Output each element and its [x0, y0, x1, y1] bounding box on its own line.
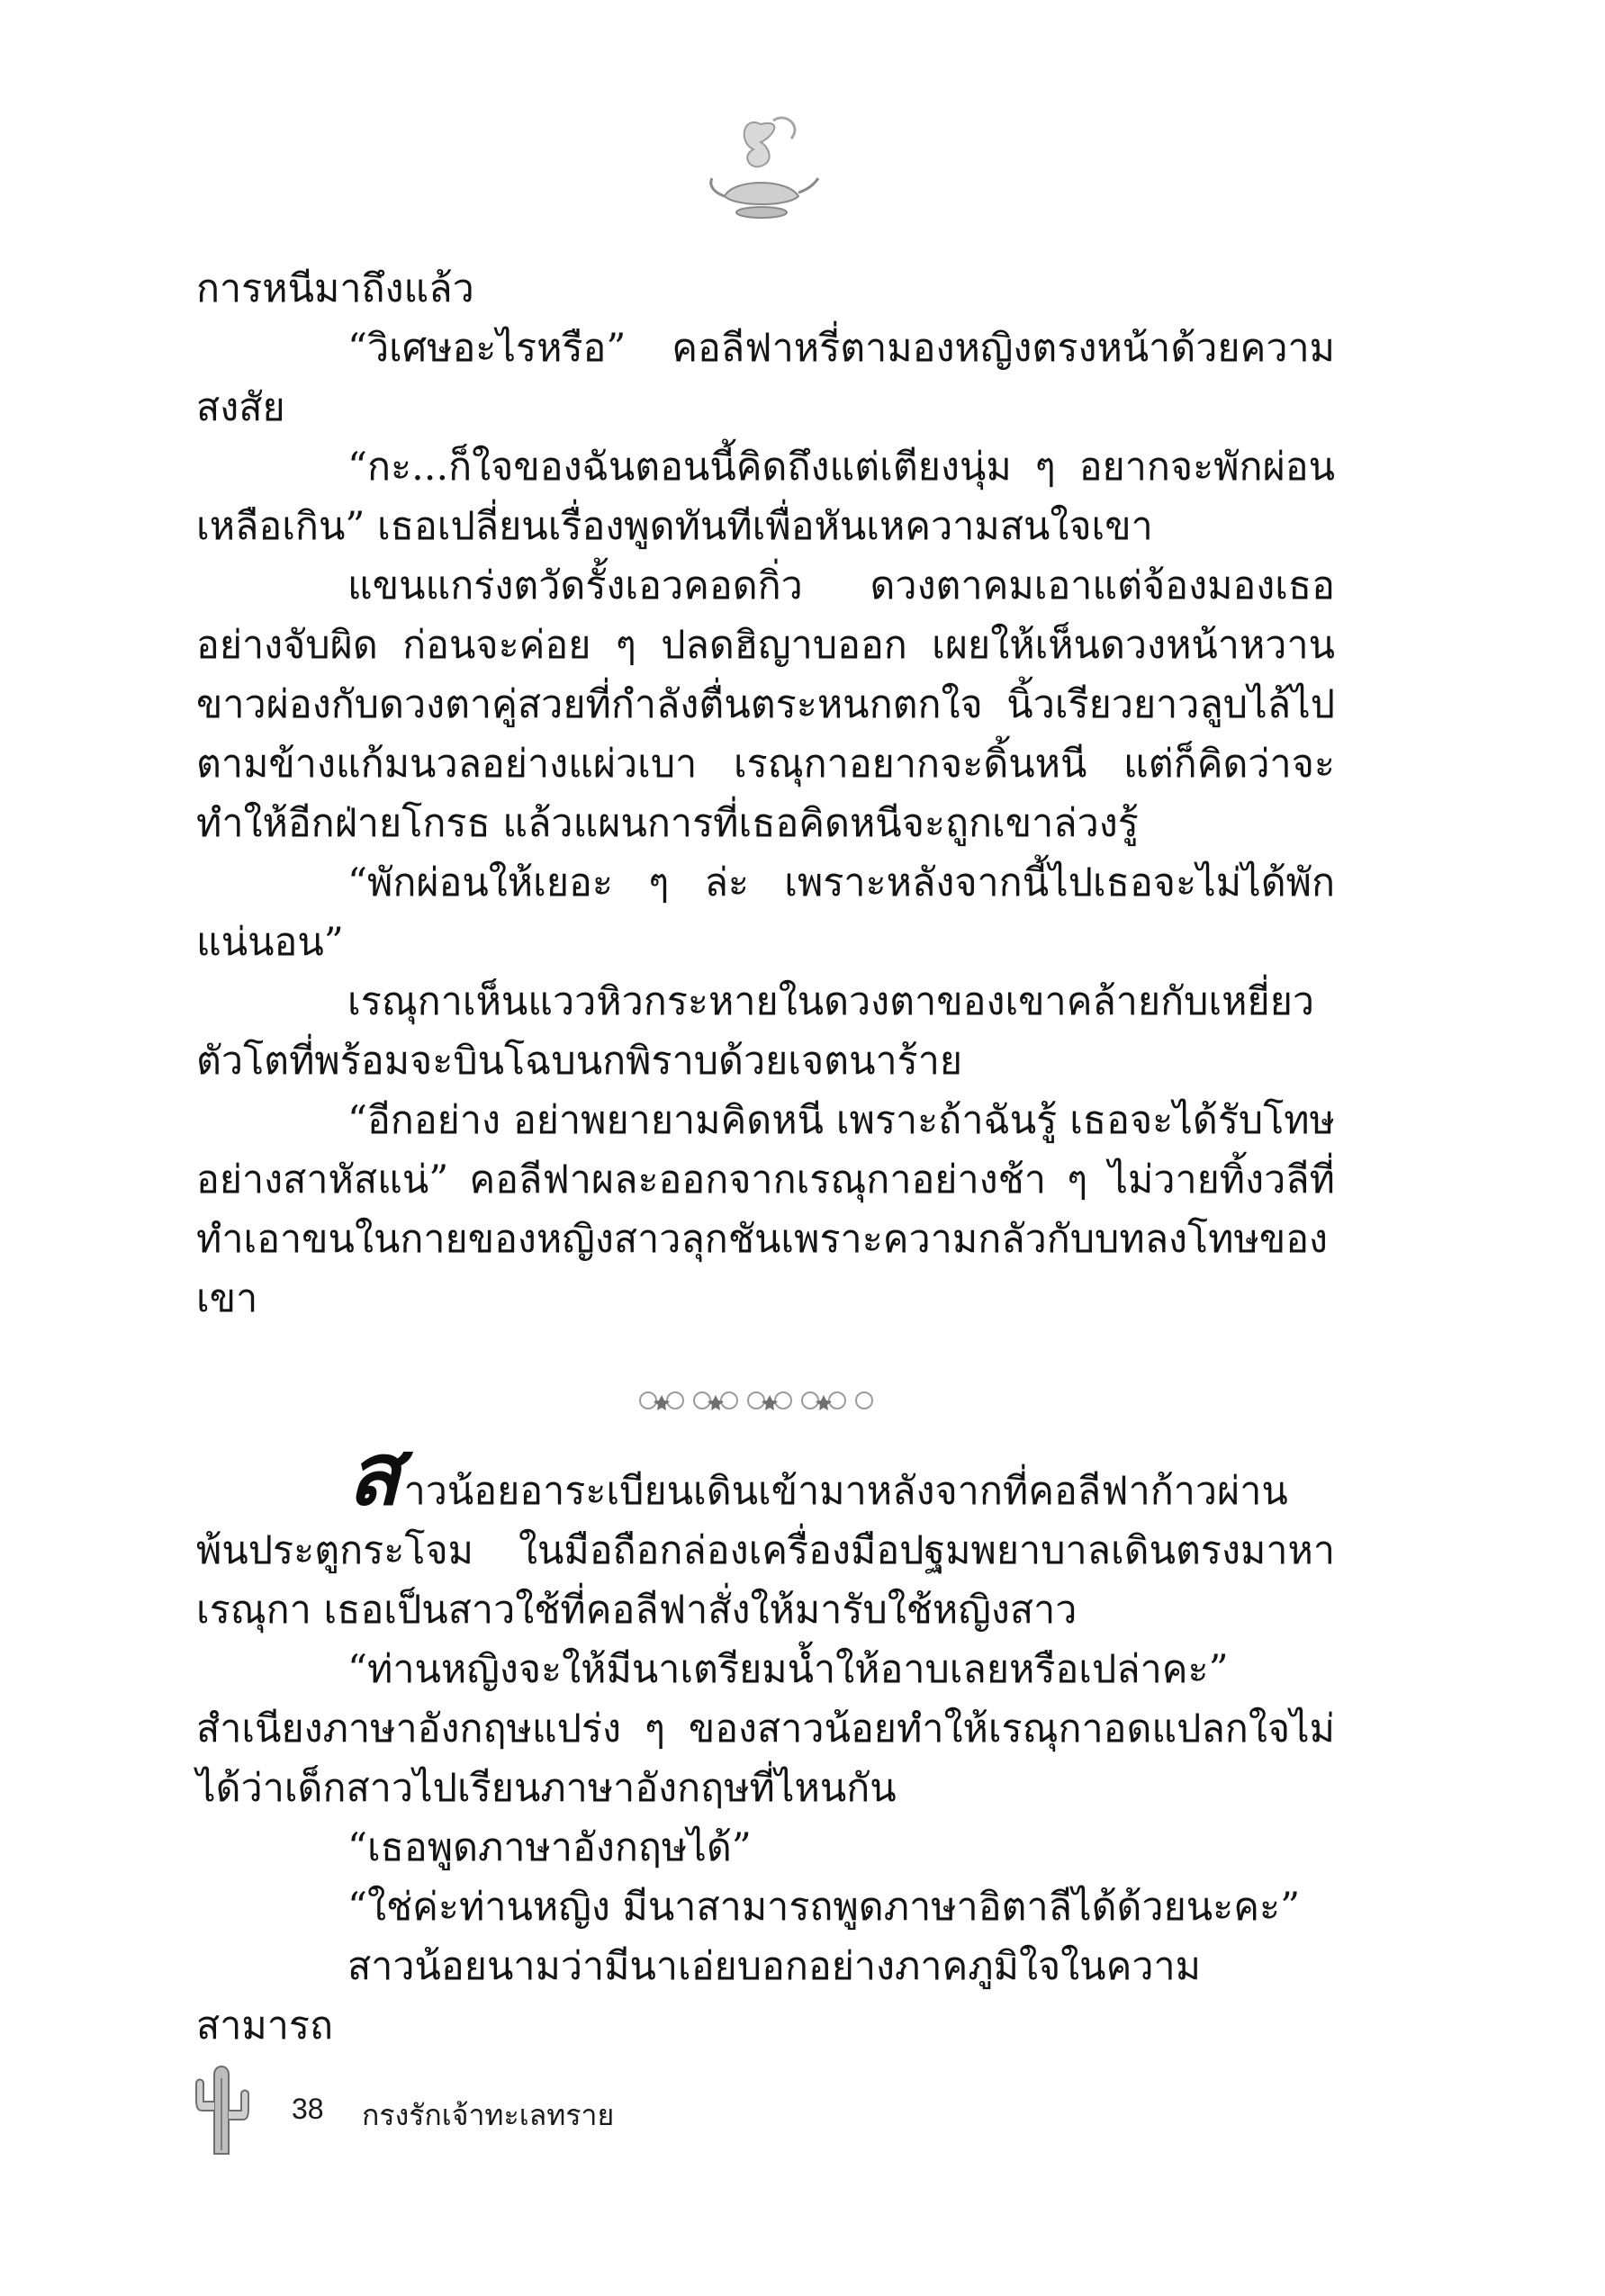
- paragraph: “ใช่ค่ะท่านหญิง มีนาสามารถพูดภาษาอิตาลีได้ด้วยนะคะ”: [347, 1885, 1301, 1930]
- paragraph-text: าวน้อยอาระเบียนเดินเข้ามาหลังจากที่คอลีฟาก้าวผ่านพ้นประตูกระโจม ในมือถือกล่องเครื่องมือปฐมพยาบาลเดินตรงมาหาเรณุกา เธอเป็นสาวใช้ที่คอลีฟาสั่งให้มารับใช้หญิงสาว: [196, 1469, 1335, 1633]
- paragraph: “อีกอย่าง อย่าพยายามคิดหนี เพราะถ้าฉันรู้ เธอจะได้รับโทษอย่างสาหัสแน่” คอลีฟาผละออกจากเรณุกาอย่างช้า ๆ ไม่วายทิ้งวลีที่ทำเอาขนในกายของหญิงสาวลุกชันเพราะความกลัวกับบทลงโทษของเขา: [196, 1098, 1335, 1321]
- paragraph: การหนีมาถึงแล้ว: [196, 266, 474, 311]
- paragraph: “ท่านหญิงจะให้มีนาเตรียมน้ำให้อาบเลยหรือเปล่าคะ” สำเนียงภาษาอังกฤษแปร่ง ๆ ของสาวน้อยทำให้เรณุกาอดแปลกใจไม่ได้ว่าเด็กสาวไปเรียนภาษาอังกฤษที่ไหนกัน: [196, 1647, 1335, 1811]
- main-text: [196, 259, 1335, 1328]
- drop-cap: ส: [347, 1423, 401, 1525]
- page-number: 38: [292, 2093, 324, 2125]
- section-two-text: [196, 1423, 1335, 2056]
- paragraph: สาวน้อยนามว่ามีนาเอ่ยบอกอย่างภาคภูมิใจในความสามารถ: [196, 1944, 1201, 2048]
- paragraph: “กะ...ก็ใจของฉันตอนนี้คิดถึงแต่เตียงนุ่ม ๆ อยากจะพักผ่อนเหลือเกิน” เธอเปลี่ยนเรื่องพูดทันทีเพื่อหันเหความสนใจเขา: [196, 445, 1335, 549]
- paragraph-with-drop-cap: [196, 1423, 1335, 1640]
- paragraph: “เธอพูดภาษาอังกฤษได้”: [347, 1825, 752, 1870]
- page-footer: [191, 2057, 731, 2156]
- genie-lamp-icon: [698, 106, 824, 232]
- paragraph: เรณุกาเห็นแววหิวกระหายในดวงตาของเขาคล้ายกับเหยี่ยวตัวโตที่พร้อมจะบินโฉบนกพิราบด้วยเจตนาร้าย: [196, 979, 1315, 1084]
- book-title: กรงรักเจ้าทะเลทราย: [362, 2099, 615, 2131]
- paragraph: “พักผ่อนให้เยอะ ๆ ล่ะ เพราะหลังจากนี้ไปเธอจะไม่ได้พักแน่นอน”: [196, 860, 1335, 965]
- floral-divider-icon: [630, 1384, 891, 1417]
- paragraph: แขนแกร่งตวัดรั้งเอวคอดกิ่ว ดวงตาคมเอาแต่จ้องมองเธออย่างจับผิด ก่อนจะค่อย ๆ ปลดฮิญาบออก เผยให้เห็นดวงหน้าหวานขาวผ่องกับดวงตาคู่สวยที่กำลังตื่นตระหนกตกใจ นิ้วเรียวยาวลูบไล้ไปตามข้างแก้มนวลอย่างแผ่วเบา เรณุกาอยากจะดิ้นหนี แต่ก็คิดว่าจะทำให้อีกฝ่ายโกรธ แล้วแผนการที่เธอคิดหนีจะถูกเขาล่วงรู้: [196, 563, 1335, 846]
- cactus-icon: [191, 2057, 263, 2156]
- paragraph: “วิเศษอะไรหรือ” คอลีฟาหรี่ตามองหญิงตรงหน้าด้วยความสงสัย: [196, 326, 1335, 430]
